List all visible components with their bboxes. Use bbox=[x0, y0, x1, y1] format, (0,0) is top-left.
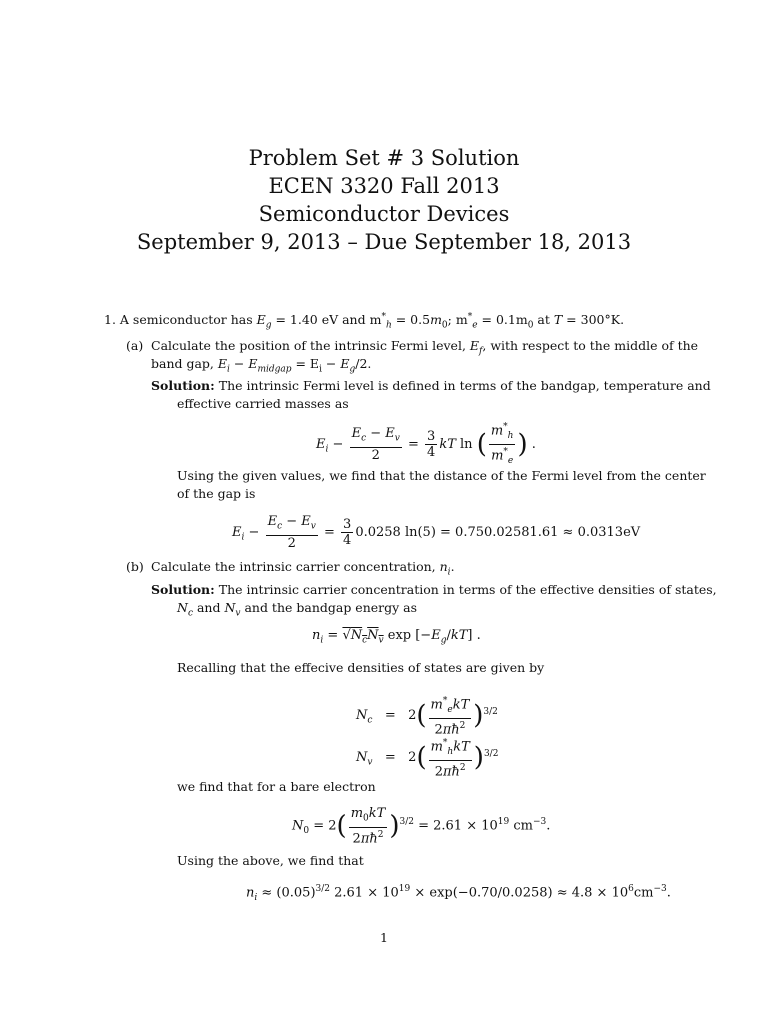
equation-nc: $N_c = 2$( $\frac{m^*_ekT}{2\pi ħ^2}$ )$^{3/2}$ bbox=[356, 696, 498, 738]
solution-label: Solution: bbox=[151, 582, 215, 597]
part-a-question-line-1: Calculate the position of the intrinsic Fermi level, $E_f$, with respect to the middle of the bbox=[151, 338, 699, 357]
solution-text: The intrinsic Fermi level is defined in terms of the bandgap, temperature and bbox=[218, 378, 711, 393]
part-a-solution-line-1 bbox=[151, 378, 711, 394]
problem-1-statement: 1. A semiconductor has $E_g = 1.40$ eV and $m^*_h = 0.5m_0$; $m^*_e = 0.1m_0$ at T = 300°K. bbox=[104, 312, 625, 331]
solution-label: Solution: bbox=[151, 378, 215, 393]
title-line-3: Semiconductor Devices bbox=[258, 202, 510, 226]
equation-n0: $N_0 = 2$( $\frac{m_0kT}{2\pi ħ^2}$ )$^{3/2} = 2.61 \times 10^{19}$ $cm^{-3}$. bbox=[292, 806, 551, 846]
title-line-1: Problem Set # 3 Solution bbox=[248, 146, 520, 170]
equation-ni-numeric: $n_i \approx (0.05)^{3/2}$ $2.61 \times 10^{19} \times \exp(-0.70/0.0258) \approx 4.8 \times 10^6cm^{-3}$. bbox=[246, 884, 671, 903]
equation-ni: $n_i = √N_cN_v$ $\exp [-E_g/kT]$ . bbox=[312, 628, 481, 646]
title-line-4: September 9, 2013 – Due September 18, 2013 bbox=[136, 230, 632, 254]
page-number: 1 bbox=[380, 930, 388, 945]
part-b-question: Calculate the intrinsic carrier concentration, $n_i$. bbox=[151, 559, 455, 578]
equation-fermi-level: $E_i$ − $\frac{E_c - E_v}{2}$ = $\frac{3}{4}$ kT ln ( $\frac{m^*_h}{m^*_e}$ ) . bbox=[316, 422, 536, 466]
part-a-using-line-2: of the gap is bbox=[177, 486, 256, 501]
problem-number: 1. bbox=[104, 312, 116, 328]
part-a-label: (a) bbox=[126, 338, 144, 353]
part-a-using-line-1: Using the given values, we find that the distance of the Fermi level from the center bbox=[177, 468, 706, 483]
part-b-solution-line-1 bbox=[151, 582, 717, 598]
part-b-label: (b) bbox=[126, 559, 144, 574]
part-a-question-line-2: band gap, $E_i - E_{midgap} = E_i - E_g/2$. bbox=[151, 356, 372, 375]
solution-text: The intrinsic carrier concentration in terms of the effective densities of states, bbox=[218, 582, 717, 597]
part-b-recall-text: Recalling that the effecive densities of states are given by bbox=[177, 660, 545, 675]
title-line-2: ECEN 3320 Fall 2013 bbox=[268, 174, 500, 198]
part-b-using-text: Using the above, we find that bbox=[177, 853, 364, 868]
part-b-solution-line-2: $N_c$ and $N_v$ and the bandgap energy as bbox=[177, 600, 418, 619]
part-b-bare-text: we find that for a bare electron bbox=[177, 779, 376, 794]
part-a-solution-line-2: effective carried masses as bbox=[177, 396, 349, 411]
equation-nv: $N_v = 2$( $\frac{m^*_hkT}{2\pi ħ^2}$ )$^{3/2}$ bbox=[356, 738, 499, 780]
equation-fermi-numeric: $E_i$ − $\frac{E_c - E_v}{2}$ = $\frac{3}{4}$ 0.0258 ln(5) = 0.750.02581.61 ≈ 0.0313eV bbox=[232, 514, 641, 551]
